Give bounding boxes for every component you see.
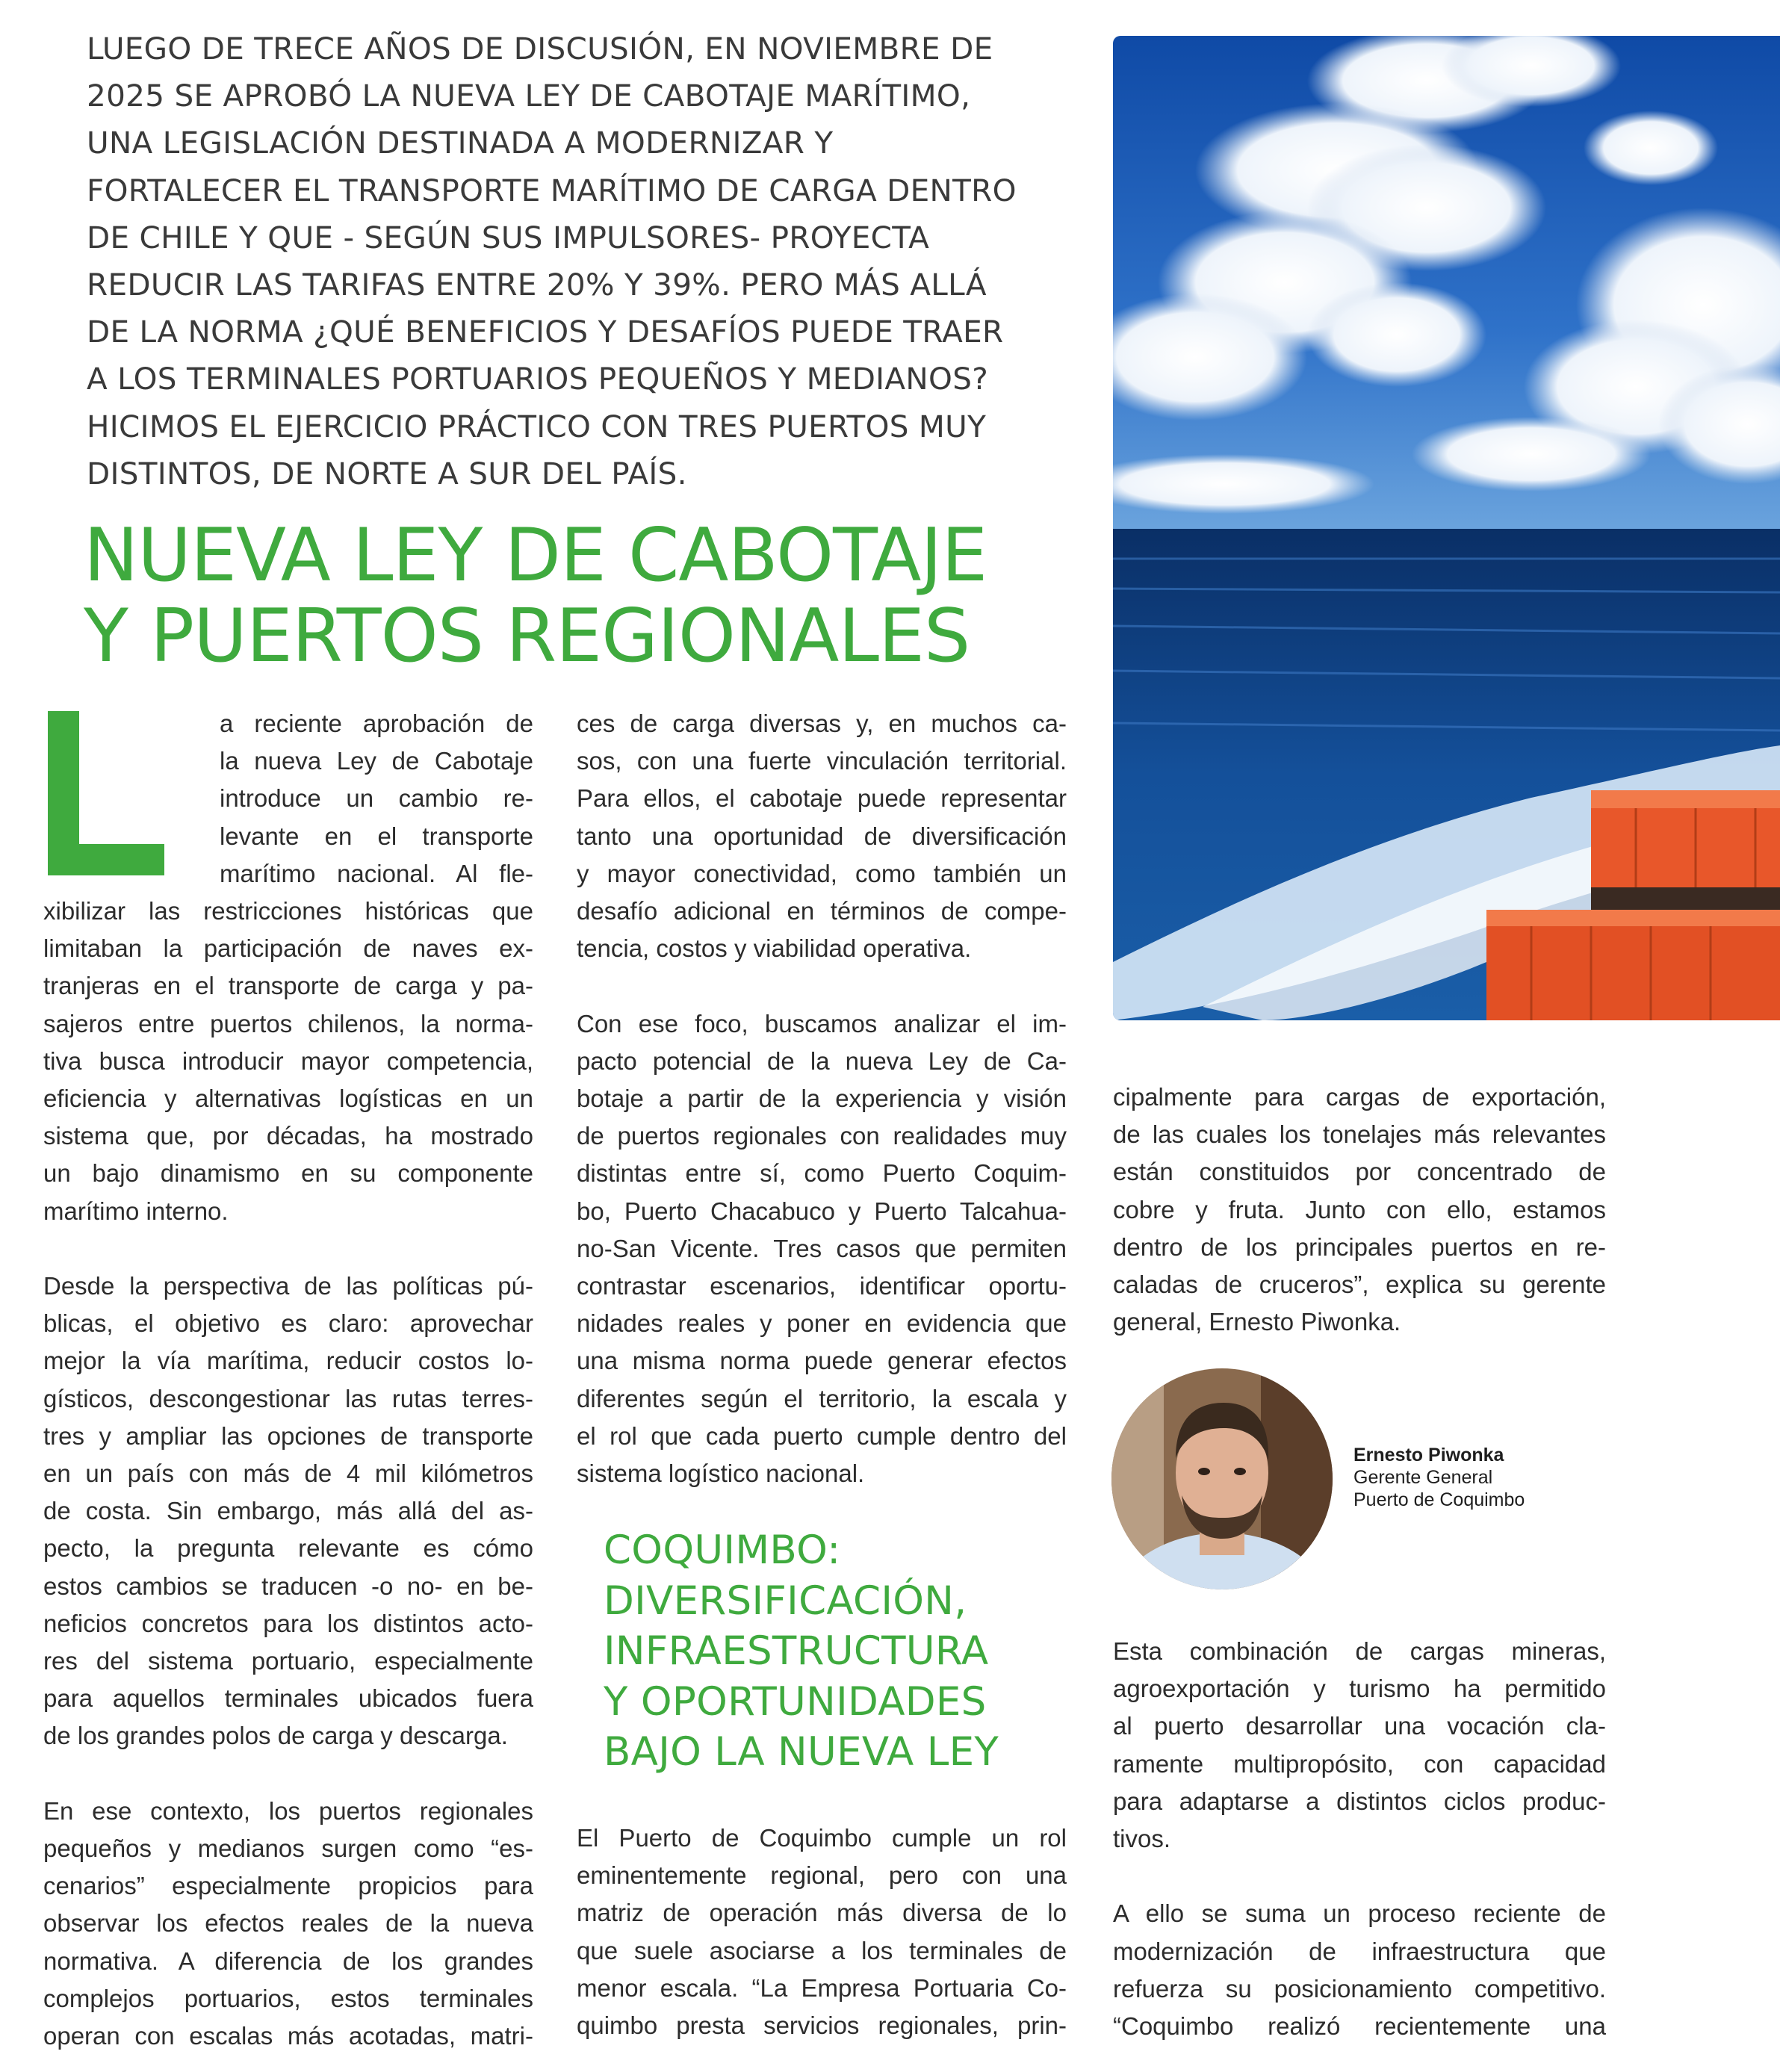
text-line: pacto potencial de la nueva Ley de Ca- <box>577 1046 1067 1075</box>
text-line: DIVERSIFICACIÓN, <box>604 1578 967 1624</box>
text-line: limitaban la participación de naves ex- <box>43 934 533 963</box>
portrait-caption <box>1353 1444 1525 1511</box>
text-line: botaje a partir de la experiencia y visión <box>577 1085 1067 1113</box>
headline-line-1: NUEVA LEY DE CABOTAJE <box>84 513 987 598</box>
text-line: cipalmente para cargas de exportación, <box>1113 1083 1606 1111</box>
text-line: DE LA NORMA ¿QUÉ BENEFICIOS Y DESAFÍOS PUEDE TRAER <box>87 314 1004 350</box>
text-line: no-San Vicente. Tres casos que permiten <box>577 1234 1067 1262</box>
text-line: el rol que cada puerto cumple dentro del <box>577 1421 1067 1450</box>
text-line: DISTINTOS, DE NORTE A SUR DEL PAÍS. <box>87 455 687 491</box>
text-line: HICIMOS EL EJERCICIO PRÁCTICO CON TRES PUERTOS MUY <box>87 408 987 444</box>
text-line: una misma norma puede generar efectos <box>577 1347 1067 1375</box>
text-line: tanto una oportunidad de diversificación <box>577 822 1067 850</box>
ocean-container-ship-photo <box>1113 36 1780 1020</box>
article-headline <box>84 515 1085 677</box>
text-line: observar los efectos reales de la nueva <box>43 1909 533 1938</box>
headline-line-2: Y PUERTOS REGIONALES <box>84 594 970 679</box>
text-line: marítimo nacional. Al fle- <box>220 859 533 887</box>
text-line: están constituidos por concentrado de <box>1113 1158 1606 1186</box>
col2-paragraph-3 <box>577 1820 1067 2044</box>
caption-organization: Puerto de Coquimbo <box>1353 1489 1525 1510</box>
text-line: sistema que, por décadas, ha mostrado <box>43 1122 533 1150</box>
text-line: eficiencia y alternativas logísticas en un <box>43 1085 533 1113</box>
text-line: a reciente aprobación de <box>220 710 533 737</box>
text-line: res del sistema portuario, especialmente <box>43 1647 533 1675</box>
text-line: sistema logístico nacional. <box>577 1460 865 1488</box>
text-line: DE CHILE Y QUE - SEGÚN SUS IMPULSORES- PROYECTA <box>87 219 930 255</box>
text-line: pecto, la pregunta relevante es cómo <box>43 1534 533 1563</box>
text-line: eminentemente regional, pero con una <box>577 1861 1067 1890</box>
text-line: la nueva Ley de Cabotaje <box>220 747 533 775</box>
col3-paragraph-3 <box>1113 1895 1606 2045</box>
column-3 <box>1113 1079 1606 1341</box>
text-line: que suele asociarse a los terminales de <box>577 1936 1067 1964</box>
text-line: INFRAESTRUCTURA <box>604 1628 989 1674</box>
text-line: marítimo interno. <box>43 1197 229 1225</box>
text-line: COQUIMBO: <box>604 1527 841 1573</box>
text-line: nidades reales y poner en evidencia que <box>577 1309 1067 1338</box>
text-line: sos, con una fuerte vinculación territorial. <box>577 747 1067 775</box>
text-line: ramente multipropósito, con capacidad <box>1113 1749 1606 1778</box>
text-line: diferentes según el territorio, la escala y <box>577 1384 1067 1412</box>
text-line: El Puerto de Coquimbo cumple un rol <box>577 1824 1067 1852</box>
text-line: A LOS TERMINALES PORTUARIOS PEQUEÑOS Y MEDIANOS? <box>87 361 989 397</box>
text-line: En ese contexto, los puertos regionales <box>43 1796 533 1825</box>
caption-name: Ernesto Piwonka <box>1353 1445 1504 1465</box>
text-line: tiva busca introducir mayor competencia, <box>43 1046 533 1075</box>
text-line: estos cambios se traducen -o no- en be- <box>43 1572 533 1600</box>
text-line: introduce un cambio re- <box>220 784 533 813</box>
col1-paragraph-3 <box>43 1793 533 2055</box>
column-2 <box>577 705 1067 1492</box>
col1-paragraph-2 <box>43 1268 533 1755</box>
text-line: cobre y fruta. Junto con ello, estamos <box>1113 1195 1606 1223</box>
text-line: Para ellos, el cabotaje puede representar <box>577 784 1067 813</box>
text-line: tres y ampliar las opciones de transporte <box>43 1421 533 1450</box>
text-line: para adaptarse a distintos ciclos produc- <box>1113 1787 1606 1815</box>
text-line: distintas entre sí, como Puerto Coquim- <box>577 1159 1067 1188</box>
text-line: Desde la perspectiva de las políticas pú- <box>43 1272 533 1300</box>
text-line: cenarios” especialmente propicios para <box>43 1872 533 1900</box>
intro-deck <box>87 25 1080 497</box>
text-line: al puerto desarrollar una vocación cla- <box>1113 1712 1606 1740</box>
text-line: menor escala. “La Empresa Portuaria Co- <box>577 1973 1067 2002</box>
col2-paragraph-1 <box>577 705 1067 967</box>
text-line: desafío adicional en términos de compe- <box>577 897 1067 925</box>
text-line: gísticos, descongestionar las rutas terres- <box>43 1384 533 1412</box>
text-line: levante en el transporte <box>220 822 533 850</box>
text-line: en un país con más de 4 mil kilómetros <box>43 1460 533 1488</box>
text-line: FORTALECER EL TRANSPORTE MARÍTIMO DE CARGA DENTRO <box>87 172 1017 208</box>
text-line: contrastar escenarios, identificar oportu- <box>577 1272 1067 1300</box>
text-line: REDUCIR LAS TARIFAS ENTRE 20% Y 39%. PERO MÁS ALLÁ <box>87 267 987 303</box>
portrait-photo <box>1111 1368 1333 1589</box>
text-line: Con ese foco, buscamos analizar el im- <box>577 1009 1067 1037</box>
text-line: Esta combinación de cargas mineras, <box>1113 1637 1606 1665</box>
text-line: UNA LEGISLACIÓN DESTINADA A MODERNIZAR Y <box>87 125 834 161</box>
text-line: quimbo presta servicios regionales, prin- <box>577 2011 1067 2040</box>
column-1 <box>43 705 533 2055</box>
text-line: pequeños y medianos surgen como “es- <box>43 1834 533 1863</box>
text-line: “Coquimbo realizó recientemente una <box>1113 2012 1606 2041</box>
text-line: caladas de cruceros”, explica su gerente <box>1113 1271 1606 1299</box>
text-line: complejos portuarios, estos terminales <box>43 1984 533 2012</box>
col1-paragraph-1 <box>43 705 533 1230</box>
text-line: de puertos regionales con realidades muy <box>577 1122 1067 1150</box>
text-line: sajeros entre puertos chilenos, la norma- <box>43 1009 533 1037</box>
text-line: mejor la vía marítima, reducir costos lo- <box>43 1347 533 1375</box>
text-line: general, Ernesto Piwonka. <box>1113 1308 1401 1336</box>
col2-paragraph-2 <box>577 1005 1067 1493</box>
text-line: normativa. A diferencia de los grandes <box>43 1947 533 1975</box>
text-line: un bajo dinamismo en su componente <box>43 1159 533 1188</box>
text-line: ces de carga diversas y, en muchos ca- <box>577 710 1067 737</box>
text-line: refuerza su posicionamiento competitivo. <box>1113 1974 1606 2003</box>
text-line: 2025 SE APROBÓ LA NUEVA LEY DE CABOTAJE MARÍTIMO, <box>87 78 971 114</box>
col3-paragraph-1 <box>1113 1079 1606 1341</box>
text-line: matriz de operación más diversa de lo <box>577 1899 1067 1927</box>
text-line: BAJO LA NUEVA LEY <box>604 1729 999 1775</box>
text-line: operan con escalas más acotadas, matri- <box>43 2022 533 2050</box>
text-line: A ello se suma un proceso reciente de <box>1113 1899 1606 1928</box>
text-line: agroexportación y turismo ha permitido <box>1113 1675 1606 1703</box>
text-line: bo, Puerto Chacabuco y Puerto Talcahua- <box>577 1197 1067 1225</box>
text-line: neficios concretos para los distintos acto- <box>43 1609 533 1637</box>
column-3-lower <box>1113 1633 1606 2045</box>
text-line: de costa. Sin embargo, más allá del as- <box>43 1497 533 1525</box>
text-line: tivos. <box>1113 1825 1171 1853</box>
text-line: dentro de los principales puertos en re- <box>1113 1232 1606 1261</box>
text-line: de los grandes polos de carga y descarga. <box>43 1722 508 1750</box>
text-line: xibilizar las restricciones históricas que <box>43 897 533 925</box>
text-line: modernización de infraestructura que <box>1113 1937 1606 1965</box>
text-line: blicas, el objetivo es claro: aprovechar <box>43 1309 533 1338</box>
column-2-lower <box>577 1820 1067 2044</box>
text-line: LUEGO DE TRECE AÑOS DE DISCUSIÓN, EN NOVIEMBRE DE <box>87 31 993 66</box>
text-line: de las cuales los tonelajes más relevantes <box>1113 1120 1606 1149</box>
text-line: y mayor conectividad, como también un <box>577 859 1067 887</box>
section-subheading <box>604 1525 1067 1778</box>
text-line: tranjeras en el transporte de carga y pa- <box>43 972 533 1000</box>
text-line: tencia, costos y viabilidad operativa. <box>577 934 972 963</box>
text-line: Y OPORTUNIDADES <box>604 1678 987 1725</box>
text-line: para aquellos terminales ubicados fuera <box>43 1684 533 1713</box>
caption-role: Gerente General <box>1353 1467 1493 1488</box>
col3-paragraph-2 <box>1113 1633 1606 1858</box>
